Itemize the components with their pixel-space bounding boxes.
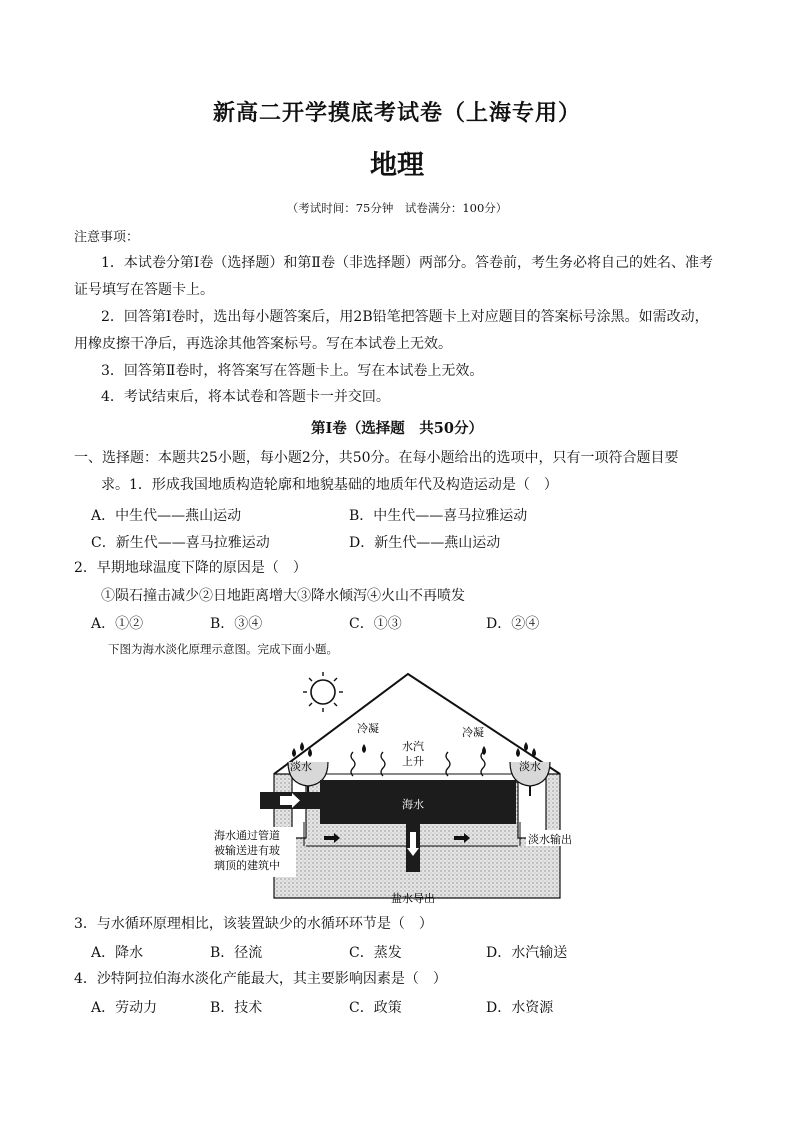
q1-option-c: C．新生代——喜马拉雅运动 (91, 535, 270, 551)
q2-option-b: B．③④ (210, 616, 263, 632)
section-instruction-line2: 求。1．形成我国地质构造轮廓和地貌基础的地质年代及构造运动是（ ） (101, 477, 558, 493)
q1-option-d: D．新生代——燕山运动 (349, 535, 501, 551)
fresh-right-label: 淡水 (519, 760, 541, 773)
vapor-label-line1: 水汽 (402, 740, 424, 753)
exam-info: （考试时间：75分钟 试卷满分：100分） (286, 201, 508, 215)
note-4: 4．考试结束后，将本试卷和答题卡一并交回。 (101, 389, 390, 405)
q4-option-b: B．技术 (210, 1000, 263, 1016)
note-1-line2: 证号填写在答题卡上。 (74, 282, 214, 298)
note-1-line1: 1．本试卷分第Ⅰ卷（选择题）和第Ⅱ卷（非选择题）两部分。答卷前，考生务必将自己的姓名、准考 (101, 255, 713, 271)
inflow-label-line3: 璃顶的建筑中 (214, 859, 280, 872)
seawater-label: 海水 (402, 798, 424, 811)
condense-right-label: 冷凝 (462, 726, 484, 739)
inflow-label-line2: 被输送进有玻 (214, 844, 280, 857)
notes-heading: 注意事项： (74, 230, 140, 245)
q4-stem: 4．沙特阿拉伯海水淡化产能最大，其主要影响因素是（ ） (74, 971, 447, 987)
subject-title: 地理 (370, 150, 424, 181)
exam-title: 新高二开学摸底考试卷（上海专用） (212, 100, 581, 126)
note-2-line2: 用橡皮擦干净后，再选涂其他答案标号。写在本试卷上无效。 (74, 336, 452, 352)
diagram-intro: 下图为海水淡化原理示意图。完成下面小题。 (108, 642, 338, 656)
note-3: 3．回答第Ⅱ卷时，将答案写在答题卡上。写在本试卷上无效。 (101, 363, 484, 379)
q3-option-c: C．蒸发 (349, 945, 402, 961)
desalination-diagram (208, 662, 592, 908)
sun-icon (303, 672, 343, 712)
q3-option-b: B．径流 (210, 945, 263, 961)
q4-option-a: A．劳动力 (91, 1000, 158, 1016)
q2-option-c: C．①③ (349, 616, 402, 632)
q4-option-d: D．水资源 (486, 1000, 554, 1016)
q3-stem: 3．与水循环原理相比，该装置缺少的水循环环节是（ ） (74, 916, 433, 932)
inflow-label-line1: 海水通过管道 (214, 829, 280, 842)
q1-option-b: B．中生代——喜马拉雅运动 (349, 508, 528, 524)
q2-stem: 2．早期地球温度下降的原因是（ ） (74, 560, 307, 576)
section-instruction-line1: 一、选择题：本题共25小题，每小题2分，共50分。在每小题给出的选项中，只有一项符合题目要 (74, 450, 679, 466)
vapor-label-line2: 上升 (402, 755, 424, 768)
note-2-line1: 2．回答第Ⅰ卷时，选出每小题答案后，用2B铅笔把答题卡上对应题目的答案标号涂黑。如需改动， (101, 309, 709, 325)
q3-option-d: D．水汽输送 (486, 945, 568, 961)
q3-option-a: A．降水 (91, 945, 144, 961)
brine-out-label: 盐水导出 (391, 892, 435, 905)
q1-option-a: A．中生代——燕山运动 (91, 508, 242, 524)
section-title: 第Ⅰ卷（选择题 共50分） (311, 420, 483, 437)
fresh-left-label: 淡水 (290, 760, 312, 773)
q2-statements: ①陨石撞击减少②日地距离增大③降水倾泻④火山不再喷发 (101, 588, 465, 604)
q2-option-a: A．①② (91, 616, 144, 632)
q2-option-d: D．②④ (486, 616, 540, 632)
fresh-out-label: 淡水输出 (528, 833, 572, 846)
q4-option-c: C．政策 (349, 1000, 402, 1016)
condense-left-label: 冷凝 (357, 722, 379, 735)
